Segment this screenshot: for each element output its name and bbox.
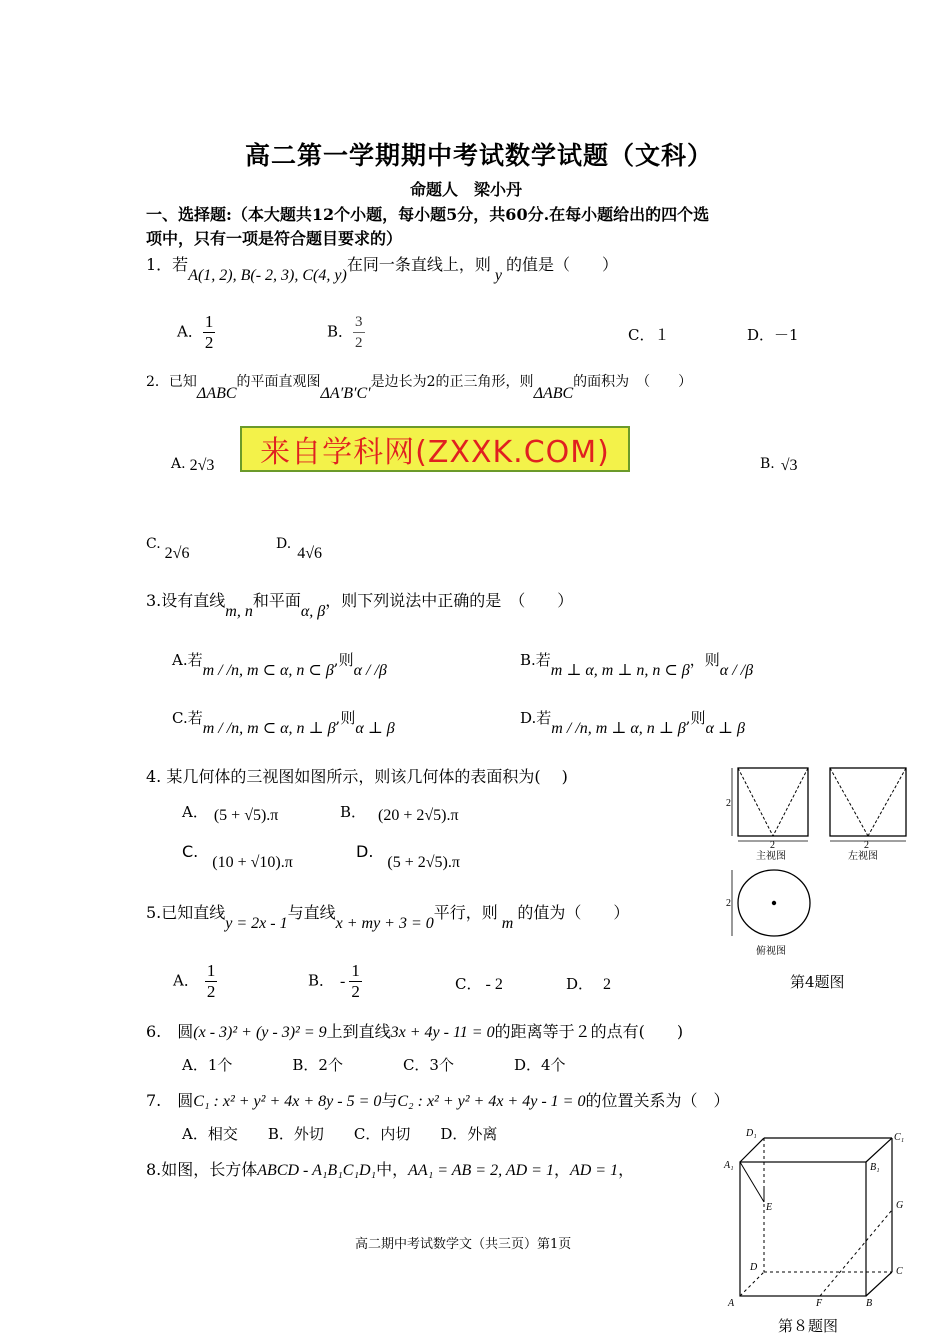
q3-option-d-cond: m / /n, m ⊥ α, n ⊥ β [551,720,686,737]
q5-option-c [455,973,503,994]
q3-option-b-label: B.若 [520,651,551,669]
q3-number: 3.设有直线 [146,591,226,610]
q2-option-a [171,453,214,473]
segment-a1-e [740,1162,764,1202]
q2-number: 2．已知 [146,374,197,390]
q7-circle-2: C₂ : x² + y² + 4x + 4y - 1 = 0 [397,1093,586,1110]
question-8 [146,1157,634,1180]
q4-option-d-label: D. [356,842,374,861]
hidden-edge-a-d [740,1272,764,1296]
q2-option-a-value: 2√3 [189,457,215,474]
q8-separator: ， [553,1160,570,1179]
question-1 [146,252,618,284]
author-line: 命题人 梁小丹 [410,180,523,199]
q1-option-b [327,312,365,353]
edge-a1-d1 [740,1138,764,1162]
q5-option-d [566,973,611,994]
watermark-banner: 来自学科网(ZXXK.COM) [240,426,630,472]
question-7 [146,1088,729,1111]
segment-f-g [820,1210,892,1296]
q4-option-b [340,801,459,822]
q4-option-d-value: (5 + 2√5).π [387,854,460,871]
q2-option-b-value: √3 [780,457,798,474]
q5-option-d-label: D． [566,975,594,993]
q5-equation-1: y = 2x - 1 [225,915,288,932]
q5-option-a [173,961,217,1002]
q4-option-d [356,842,460,871]
q8-condition-1: AA₁ = AB = 2, AD = 1 [408,1162,554,1179]
top-view-diameter-label: 2 [726,898,731,909]
q1-option-d: D．－1 [747,326,799,344]
q5-option-b-num: 1 [351,961,360,980]
q3-option-b-cond: m ⊥ α, m ⊥ n, n ⊂ β [550,662,690,679]
q4-option-a [182,801,278,822]
question-5 [146,900,630,932]
page-title: 高二第一学期期中考试数学试题（文科） [245,141,714,170]
q3-option-a-label: A.若 [172,651,203,669]
label-b: B [866,1298,873,1308]
q2-option-d [276,533,322,562]
q8-number: 8.如图，长方体 [146,1160,258,1179]
q2-option-b-label: B. [760,456,775,472]
q2-option-d-value: 4√6 [297,545,322,562]
q1-option-c: C．１ [628,326,670,344]
q3-option-c-then: ,则 [335,709,356,727]
side-view-width-label: 2 [864,840,869,851]
q7-circle-1: C₁ : x² + y² + 4x + 8y - 5 = 0 [193,1093,382,1110]
label-d: D [750,1262,758,1273]
q6-circle-equation: (x - 3)² + (y - 3)² = 9 [193,1024,327,1041]
q5-option-b-fraction [349,961,362,1002]
q5-option-b-den: 2 [351,982,360,1001]
q1-option-a [177,312,215,353]
q4-option-a-label: A． [182,803,208,821]
label-g: G [896,1200,904,1211]
q5-end: 的值为（ ） [517,903,630,922]
label-c1: C₁ [894,1132,905,1143]
q1-var: y [494,267,502,284]
q5-option-b [308,961,362,1002]
q2-triangle: ΔABC [196,385,237,402]
q7-options: A．相交 B．外切 C．内切 D．外离 [182,1125,498,1143]
front-view-dashed-left [738,768,773,836]
q7-end: 的位置关系为（ ） [585,1091,730,1110]
q3-option-c-cond: m / /n, m ⊂ α, n ⊥ β [202,720,336,737]
label-a: A [728,1298,735,1308]
q3-option-d-result: α ⊥ β [705,720,745,737]
front-view-dashed-right [773,768,808,836]
q3-text: 和平面 [252,591,301,610]
q2-triangle-prime: ΔA′B′C′ [320,385,371,402]
top-view-center-dot [772,901,776,905]
q2-option-c [146,533,190,562]
q1-points: A(1, 2), B(- 2, 3), C(4, y) [188,267,347,284]
q2-text: 的平面直观图 [236,374,321,390]
q8-solid: ABCD - A₁B₁C₁D₁ [257,1162,377,1179]
front-view-height-label: 2 [726,798,731,809]
q4-option-c-value: (10 + √10).π [212,854,293,871]
q4-option-a-value: (5 + √5).π [213,807,279,824]
q1-option-a-den: 2 [204,333,214,352]
q3-option-a [172,649,387,679]
q6-end: 的距离等于２的点有( ) [494,1022,684,1041]
page-footer: 高二期中考试数学文（共三页）第1页 [355,1237,572,1252]
cuboid-front-face [740,1162,866,1296]
q3-option-b-then: ，则 [689,651,720,669]
edge-b-c [866,1272,892,1296]
label-b1: B₁ [870,1162,880,1173]
front-view-width-label: 2 [770,840,775,851]
q6-options: A．1个 B．2个 C．3个 D．4个 [182,1056,566,1074]
q1-option-b-den: 2 [355,335,363,351]
label-c: C [896,1266,903,1277]
q1-option-b-num: 3 [353,312,365,333]
q5-text2: 平行，则 [433,903,498,922]
q1-option-b-fraction [353,312,365,353]
q3-option-b-result: α / /β [719,662,754,679]
q2-triangle-3: ΔABC [533,385,574,402]
q5-option-d-value: 2 [603,976,612,993]
q6-text: 上到直线 [326,1022,391,1041]
q5-var: m [501,915,514,932]
q3-option-c-result: α ⊥ β [355,720,395,737]
question-3 [146,588,574,620]
top-view-caption: 俯视图 [756,946,786,957]
question-6 [146,1019,683,1042]
q5-text: 与直线 [287,903,336,922]
q8-text: 中， [376,1160,409,1179]
q3-option-a-cond: m / /n, m ⊂ α, n ⊂ β [202,662,334,679]
q5-option-b-label: B． [308,971,335,990]
label-f: F [816,1298,823,1308]
q5-option-c-label: C． [455,975,482,993]
q3-option-d-then: ,则 [685,709,706,727]
q3-option-d [520,707,745,737]
q6-line-equation: 3x + 4y - 11 = 0 [390,1024,495,1041]
q3-option-d-label: D.若 [520,709,552,727]
q2-option-d-label: D. [276,536,292,552]
q5-option-a-label: A． [173,971,199,990]
q2-option-c-label: C. [146,536,161,552]
side-view-square [830,768,906,836]
q1-end: 的值是（ ） [505,255,618,274]
q1-number: 1．若 [146,255,189,274]
q7-text: 与 [381,1091,398,1110]
q2-option-c-value: 2√6 [164,545,190,562]
q2-text2: 是边长为2的正三角形，则 [370,374,534,390]
q3-lines: m, n [225,603,253,620]
figure-4-caption: 第4题图 [790,973,845,991]
front-view-caption: 主视图 [756,851,786,862]
side-view-dashed-left [830,768,868,836]
q3-option-b [520,649,754,679]
q2-option-b [760,453,798,473]
q7-number: 7. 圆 [146,1091,194,1110]
q5-option-a-num: 1 [206,961,216,980]
label-a1: A₁ [724,1160,734,1171]
q5-option-b-sign: - [340,972,346,990]
label-d1: D₁ [746,1128,757,1139]
figure-8-caption: 第８题图 [778,1317,839,1335]
cuboid-figure [722,1126,912,1308]
q4-option-b-label: B． [340,803,367,821]
q8-end: ， [618,1160,635,1179]
q4-option-c [182,842,293,871]
q1-option-a-label: A． [177,322,203,341]
section-header-line1: 一、选择题:（本大题共12个小题，每小题5分，共60分.在每小题给出的四个选 [146,205,710,224]
q3-option-a-then: ,则 [333,651,354,669]
q5-option-c-value: - 2 [485,976,503,993]
q5-option-a-fraction [205,961,218,1002]
q3-planes: α, β [300,603,326,620]
q5-number: 5.已知直线 [146,903,226,922]
edge-b1-c1 [866,1138,892,1162]
q4-option-c-label: C. [182,842,199,861]
q1-option-b-label: B． [327,322,354,341]
side-view-dashed-right [868,768,906,836]
q5-equation-2: x + my + 3 = 0 [335,915,434,932]
q8-condition-2: AD = 1 [569,1162,619,1179]
three-view-figure [722,762,917,962]
label-e: E [766,1202,773,1213]
question-2 [146,371,693,402]
q1-option-a-fraction [203,312,216,353]
q3-option-c [172,707,395,737]
q6-number: 6. 圆 [146,1022,194,1041]
q1-option-a-num: 1 [204,312,214,331]
question-4: 4. 某几何体的三视图如图所示，则该几何体的表面积为( ) [146,767,568,786]
section-header-line2: 项中，只有一项是符合题目要求的） [146,229,403,248]
q3-option-a-result: α / /β [353,662,387,679]
q2-option-a-label: A. [171,456,186,472]
q1-text: 在同一条直线上，则 [346,255,491,274]
q2-end: 的面积为 （ ） [573,374,693,390]
side-view-caption: 左视图 [848,851,878,862]
q5-option-a-den: 2 [206,982,216,1001]
front-view-square [738,768,808,836]
q4-option-b-value: (20 + 2√5).π [378,807,459,824]
q3-end: ，则下列说法中正确的是 （ ） [325,591,574,610]
q3-option-c-label: C.若 [172,709,203,727]
